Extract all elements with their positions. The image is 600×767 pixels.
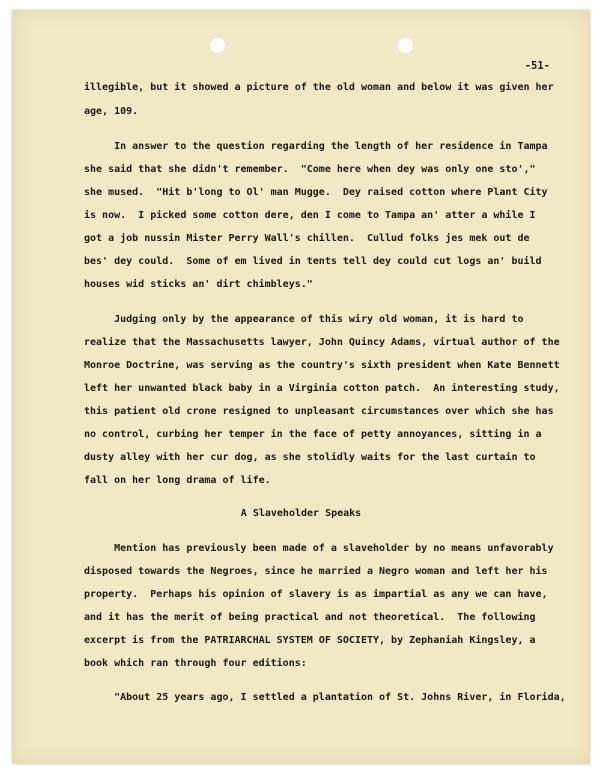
text-line: is now. I picked some cotton dere, den I come to Tampa an' atter a while I — [84, 210, 536, 221]
page-number: -51- — [524, 60, 550, 72]
text-line: fall on her long drama of life. — [84, 475, 271, 486]
text-line: she mused. "Hit b'long to Ol' man Mugge. Dey raised cotton where Plant City — [84, 187, 548, 198]
section-heading: A Slaveholder Speaks — [240, 508, 362, 519]
text-line: excerpt is from the PATRIARCHAL SYSTEM OF SOCIETY, by Zephaniah Kingsley, a — [84, 635, 536, 646]
text-line: In answer to the question regarding the length of her residence in Tampa — [84, 141, 548, 152]
text-line: this patient old crone resigned to unpleasant circumstances over which she has — [84, 406, 554, 417]
text-line: age, 109. — [84, 106, 139, 117]
text-line: left her unwanted black baby in a Virginia cotton patch. An interesting study, — [84, 383, 560, 394]
document-page — [12, 10, 590, 764]
text-line: realize that the Massachusetts lawyer, John Quincy Adams, virtual author of the — [84, 337, 560, 348]
punch-hole-left — [209, 37, 226, 54]
text-line: property. Perhaps his opinion of slavery is as impartial as any we can have, — [84, 589, 548, 600]
text-line: "About 25 years ago, I settled a plantation of St. Johns River, in Florida, — [84, 692, 566, 703]
text-line: houses wid sticks an' dirt chimbleys." — [84, 279, 313, 290]
text-line: Mention has previously been made of a slaveholder by no means unfavorably — [84, 543, 554, 554]
text-line: illegible, but it showed a picture of the old woman and below it was given her — [84, 82, 554, 93]
text-line: got a job nussin Mister Perry Wall's chillen. Cullud folks jes mek out de — [84, 233, 530, 244]
text-line: Monroe Doctrine, was serving as the country's sixth president when Kate Bennett — [84, 360, 560, 371]
text-line: book which ran through four editions: — [84, 658, 307, 669]
text-line: disposed towards the Negroes, since he married a Negro woman and left her his — [84, 566, 548, 577]
text-line: and it has the merit of being practical and not theoretical. The following — [84, 612, 536, 623]
text-line: she said that she didn't remember. "Come here when dey was only one sto'," — [84, 164, 536, 175]
text-line: Judging only by the appearance of this wiry old woman, it is hard to — [84, 314, 524, 325]
punch-hole-right — [397, 37, 414, 54]
text-line: no control, curbing her temper in the face of petty annoyances, sitting in a — [84, 429, 542, 440]
text-line: dusty alley with her cur dog, as she stolidly waits for the last curtain to — [84, 452, 536, 463]
text-line: bes' dey could. Some of em lived in tents tell dey could cut logs an' build — [84, 256, 542, 267]
